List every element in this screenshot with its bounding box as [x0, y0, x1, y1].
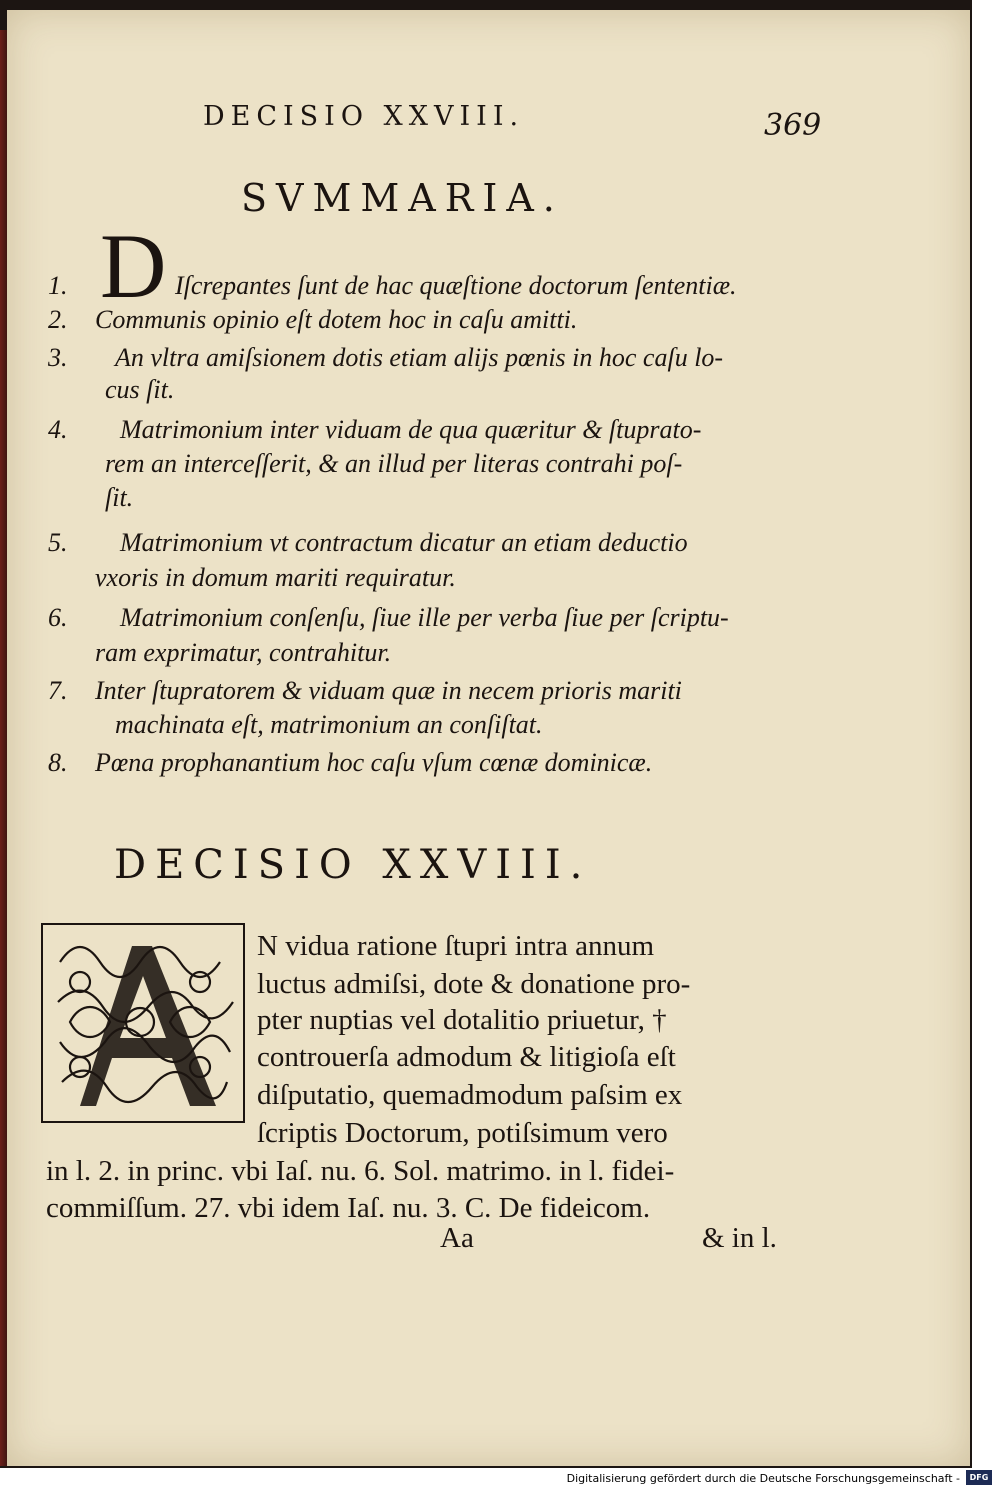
summaria-item-text: vxoris in domum mariti requiratur.	[95, 563, 456, 592]
summaria-item	[0, 268, 960, 304]
body-text-line: N vidua ratione ſtupri intra annum	[257, 930, 655, 962]
summaria-item-text: Communis opinio eſt dotem hoc in caſu amitti.	[95, 305, 578, 334]
body-text-line: in l. 2. in princ. vbi Iaſ. nu. 6. Sol. matrimo. in l. fidei-	[46, 1155, 675, 1187]
summaria-item	[0, 302, 960, 338]
summaria-item-number: 1.	[48, 271, 68, 300]
body-text-line: commiſſum. 27. vbi idem Iaſ. nu. 3. C. De fideicom.	[46, 1192, 651, 1224]
summaria-item-text: Pœna prophanantium hoc caſu vſum cœnæ dominicæ.	[95, 748, 653, 777]
page-number: 369	[764, 108, 822, 143]
summaria-item-number: 4.	[48, 415, 68, 444]
summaria-item	[0, 707, 960, 743]
summaria-item-number: 8.	[48, 748, 68, 777]
summaria-item-text: Inter ſtupratorem & viduam quæ in necem prioris mariti	[95, 676, 682, 705]
summaria-item-text: ram exprimatur, contrahitur.	[95, 638, 392, 667]
summaria-item	[0, 372, 960, 408]
summaria-item-text: Matrimonium inter viduam de qua quæritur & ſtuprato-	[120, 415, 702, 444]
decisio-title: DECISIO XXVIII.	[114, 842, 592, 888]
summaria-initial: D	[100, 215, 167, 317]
summaria-item-text: An vltra amiſsionem dotis etiam alijs pœnis in hoc caſu lo-	[115, 343, 724, 372]
signature-mark: Aa	[440, 1222, 474, 1254]
summaria-item-number: 6.	[48, 603, 68, 632]
summaria-item-text: rem an interceſſerit, & an illud per literas contrahi poſ-	[105, 449, 683, 478]
summaria-item	[0, 412, 960, 448]
summaria-item	[0, 446, 960, 482]
summaria-title: SVMMARIA.	[241, 176, 564, 220]
decorated-initial-a	[40, 922, 246, 1124]
summaria-item	[0, 600, 960, 636]
body-text-line: pter nuptias vel dotalitio priuetur, †	[257, 1004, 667, 1036]
summaria-item	[0, 340, 960, 376]
summaria-item-number: 2.	[48, 305, 68, 334]
dfg-logo: DFG	[966, 1470, 992, 1485]
summaria-item	[0, 480, 960, 516]
ornament-initial-icon	[40, 922, 246, 1124]
summaria-item	[0, 560, 960, 596]
summaria-item-text: Matrimonium conſenſu, ſiue ille per verba ſiue per ſcriptu-	[120, 603, 729, 632]
summaria-item-text: machinata eſt, matrimonium an conſiſtat.	[115, 710, 543, 739]
body-text-line: diſputatio, quemadmodum paſsim ex	[257, 1079, 683, 1111]
body-text-line: ſcriptis Doctorum, potiſsimum vero	[257, 1117, 668, 1149]
body-text-line: controuerſa admodum & litigioſa eſt	[257, 1041, 676, 1073]
summaria-item	[0, 525, 960, 561]
summaria-item-text: Matrimonium vt contractum dicatur an etiam deductio	[120, 528, 688, 557]
summaria-item	[0, 673, 960, 709]
running-head: DECISIO XXVIII.	[203, 101, 525, 132]
summaria-item	[0, 745, 960, 781]
footer-credit: Digitalisierung gefördert durch die Deutsche Forschungsgemeinschaft -	[566, 1472, 960, 1485]
body-text-line: luctus admiſsi, dote & donatione pro-	[257, 968, 691, 1000]
summaria-item-number: 7.	[48, 676, 68, 705]
summaria-item	[0, 635, 960, 671]
summaria-item-text: Iſcrepantes ſunt de hac quæſtione doctorum ſententiæ.	[175, 271, 737, 300]
catchword: & in l.	[702, 1222, 777, 1254]
summaria-item-number: 3.	[48, 343, 68, 372]
summaria-item-number: 5.	[48, 528, 68, 557]
summaria-item-text: cus ſit.	[105, 375, 175, 404]
summaria-item-text: ſit.	[105, 483, 134, 512]
